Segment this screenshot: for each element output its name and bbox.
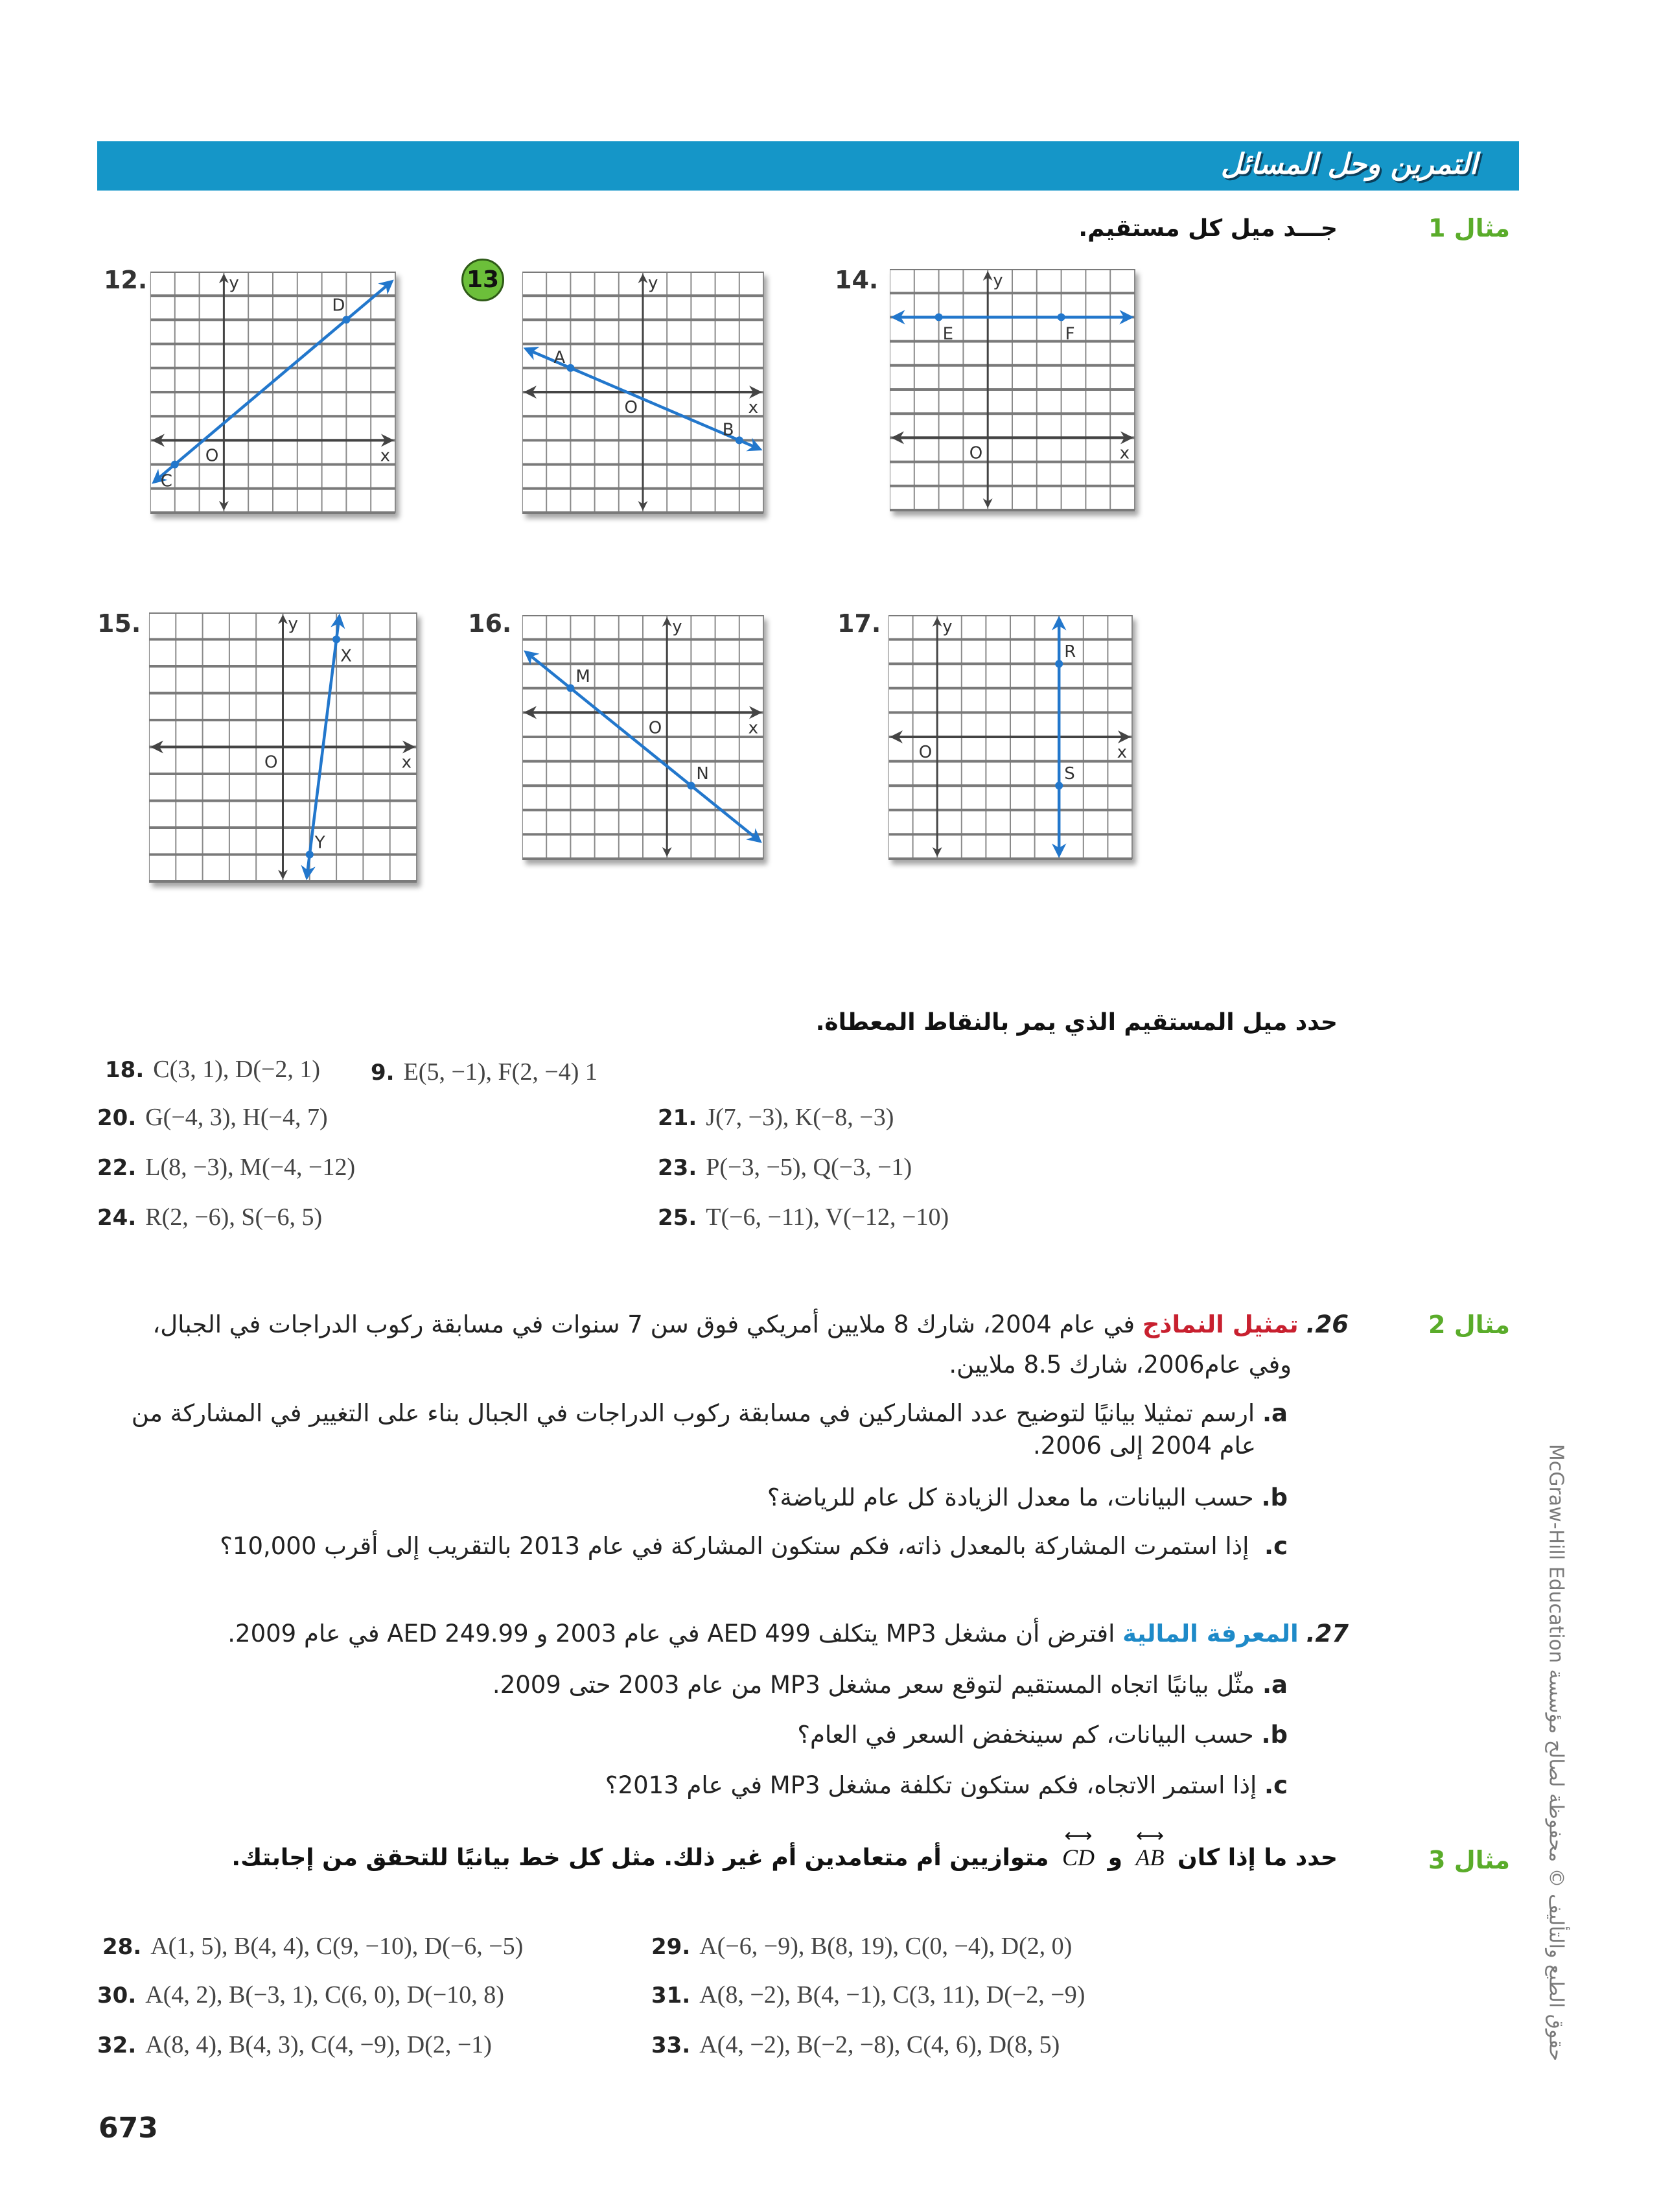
- point-B: [736, 436, 743, 444]
- point-label-F: F: [1065, 324, 1075, 344]
- part-label: a.: [1262, 1399, 1288, 1427]
- problem-number: 27.: [1306, 1620, 1349, 1647]
- graph-12: [150, 272, 400, 518]
- graph-17-number: 17.: [837, 609, 881, 638]
- problem-number: 26.: [1306, 1310, 1349, 1338]
- section-2-instruction: حدد ميل المستقيم الذي يمر بالنقاط المعطاة.: [815, 1009, 1338, 1036]
- y-axis-label: y: [942, 617, 953, 636]
- exercise-number: 9.: [371, 1060, 395, 1086]
- point-label-A: A: [553, 347, 566, 367]
- exercise-31: [651, 1981, 1085, 2009]
- graph-17: [888, 615, 1137, 864]
- exercise-33: [651, 2031, 1060, 2059]
- problem-26-line-2: وفي عام2006، شارك 8.5 ملايين.: [949, 1351, 1292, 1379]
- graph-16: [522, 615, 769, 864]
- problem-27a: [493, 1671, 1288, 1699]
- x-axis-label: x: [1119, 443, 1130, 463]
- exercise-number: 20.: [97, 1105, 137, 1131]
- exercise-number: 23.: [658, 1155, 697, 1181]
- graph-13-number-badge: 13: [461, 259, 504, 301]
- part-label: a.: [1262, 1671, 1288, 1699]
- exercise-number: 32.: [97, 2032, 137, 2058]
- part-label: c.: [1264, 1532, 1288, 1560]
- part-text: إذا استمر الاتجاه، فكم ستكون تكلفة مشغل MP3 في عام 2013؟: [605, 1771, 1257, 1799]
- graph-15: [149, 612, 422, 887]
- exercise-29: [651, 1932, 1072, 1961]
- point-R: [1055, 660, 1063, 668]
- exercise-points: A(4, −2), B(−2, −8), C(4, 6), D(8, 5): [699, 2031, 1060, 2058]
- exercise-20: [97, 1103, 328, 1132]
- exercise-points: A(4, 2), B(−3, 1), C(6, 0), D(−10, 8): [145, 1981, 504, 2008]
- point-D: [342, 316, 350, 323]
- point-label-C: C: [160, 471, 172, 491]
- part-label: c.: [1264, 1771, 1288, 1799]
- point-E: [935, 313, 943, 321]
- part-text: حسب البيانات، كم سينخفض السعر في العام؟: [797, 1721, 1254, 1749]
- point-label-Y: Y: [314, 833, 325, 853]
- point-label-S: S: [1064, 764, 1075, 784]
- exercise-number: 29.: [651, 1934, 691, 1960]
- point-label-R: R: [1064, 642, 1076, 662]
- part-text: مثّل بيانيًا اتجاه المستقيم لتوقع سعر مشغل MP3 من عام 2003 حتى 2009.: [492, 1671, 1255, 1699]
- part-label: b.: [1261, 1484, 1288, 1511]
- point-label-E: E: [942, 324, 954, 344]
- problem-keyword: المعرفة المالية: [1122, 1620, 1299, 1647]
- exercise-number: 21.: [658, 1105, 697, 1131]
- exercise-number: 22.: [97, 1155, 137, 1181]
- point-A: [566, 364, 574, 372]
- exercise-points: L(8, −3), M(−4, −12): [145, 1154, 356, 1181]
- part-text: ارسم تمثيلا بيانيًا لتوضيح عدد المشاركين في مسابقة ركوب الدراجات في الجبال بناء على التغيير في المشاركة من: [131, 1399, 1255, 1427]
- exercise-number: 33.: [651, 2032, 691, 2058]
- problem-keyword: تمثيل النماذج: [1142, 1310, 1299, 1338]
- graph-14: [890, 269, 1140, 515]
- exercise-points: E(5, −1), F(2, −4) 1: [403, 1058, 597, 1086]
- exercise-21: [658, 1103, 894, 1132]
- part-text: حسب البيانات، ما معدل الزيادة كل عام للرياضة؟: [767, 1484, 1254, 1511]
- exercise-points: A(−6, −9), B(8, 19), C(0, −4), D(2, 0): [699, 1933, 1073, 1960]
- point-label-B: B: [722, 420, 734, 440]
- y-axis-label: y: [993, 271, 1003, 290]
- exercise-number: 25.: [658, 1205, 697, 1231]
- line-arrow-icon: ⟷: [1135, 1825, 1164, 1846]
- instruction-text: و: [1108, 1845, 1122, 1871]
- exercise-points: J(7, −3), K(−8, −3): [706, 1104, 894, 1131]
- exercise-number: 18.: [105, 1057, 145, 1083]
- exercise-points: C(3, 1), D(−2, 1): [153, 1056, 321, 1083]
- point-C: [171, 461, 179, 469]
- origin-label: O: [648, 718, 662, 738]
- exercise-24: [97, 1203, 322, 1231]
- problem-27c: [605, 1771, 1288, 1799]
- origin-label: O: [205, 446, 219, 466]
- origin-label: O: [624, 398, 638, 417]
- y-axis-label: y: [648, 274, 658, 293]
- exercise-25: [658, 1203, 949, 1231]
- line-arrow-icon: ⟷: [1064, 1825, 1093, 1846]
- line-cd-label: CD: [1062, 1845, 1095, 1870]
- point-label-M: M: [575, 666, 590, 686]
- point-N: [687, 782, 695, 789]
- example-1-label: مثال 1: [1428, 214, 1510, 242]
- exercise-number: 30.: [97, 1983, 137, 2008]
- exercise-points: T(−6, −11), V(−12, −10): [706, 1204, 949, 1231]
- example-1-instruction: جـــد ميل كل مستقيم.: [1078, 215, 1338, 242]
- problem-27b: [797, 1721, 1288, 1749]
- point-Y: [306, 851, 314, 859]
- exercise-points: R(2, −6), S(−6, 5): [145, 1204, 323, 1231]
- exercise-points: A(8, 4), B(4, 3), C(4, −9), D(2, −1): [145, 2031, 492, 2058]
- copyright-side-text: حقوق الطبع والتأليف © محفوظة لصالح مؤسسة McGraw-Hill Education: [1544, 1443, 1568, 2062]
- line-ab: [1135, 1825, 1165, 1871]
- section-header-bar: [97, 141, 1519, 191]
- graph-16-number: 16.: [468, 609, 512, 638]
- exercise-30: [97, 1981, 504, 2009]
- section-title: التمرين وحل المسائل: [1220, 148, 1478, 181]
- exercise-18: [105, 1055, 320, 1084]
- example-3-instruction: [231, 1825, 1338, 1871]
- line-ab-label: AB: [1135, 1845, 1165, 1870]
- exercise-22: [97, 1153, 355, 1182]
- problem-text: افترض أن مشغل MP3 يتكلف AED 499 في عام 2003 و AED 249.99 في عام 2009.: [227, 1620, 1115, 1647]
- origin-label: O: [969, 443, 983, 463]
- problem-26c: [220, 1532, 1288, 1560]
- problem-26b: [767, 1484, 1288, 1511]
- line-cd: [1062, 1825, 1095, 1871]
- problem-26a-line-2: عام 2004 إلى 2006.: [1032, 1432, 1256, 1460]
- instruction-text: متوازيين أم متعامدين أم غير ذلك. مثل كل خط بيانيًا للتحقق من إجابتك.: [231, 1845, 1049, 1871]
- example-3-label: مثال 3: [1428, 1846, 1510, 1874]
- point-label-D: D: [332, 296, 345, 316]
- origin-label: O: [918, 743, 933, 762]
- graph-13: [522, 272, 769, 518]
- example-2-label: مثال 2: [1428, 1310, 1510, 1339]
- x-axis-label: x: [748, 398, 758, 417]
- exercise-points: P(−3, −5), Q(−3, −1): [706, 1154, 912, 1181]
- x-axis-label: x: [380, 446, 390, 466]
- point-M: [566, 684, 574, 692]
- graph-14-number: 14.: [835, 266, 879, 294]
- graph-15-number: 15.: [97, 609, 141, 638]
- problem-27-line-1: [227, 1620, 1349, 1647]
- origin-label: O: [264, 752, 278, 773]
- part-text: إذا استمرت المشاركة بالمعدل ذاته، فكم ستكون المشاركة في عام 2013 بالتقريب إلى أقرب 10,000؟: [220, 1532, 1249, 1560]
- y-axis-label: y: [672, 617, 682, 636]
- y-axis-label: y: [288, 614, 298, 634]
- exercise-32: [97, 2031, 492, 2059]
- problem-26a: [132, 1399, 1288, 1427]
- instruction-text: حدد ما إذا كان: [1178, 1845, 1338, 1871]
- exercise-points: G(−4, 3), H(−4, 7): [145, 1104, 328, 1131]
- exercise-23: [658, 1153, 912, 1182]
- exercise-28: [102, 1932, 523, 1961]
- exercise-number: 28.: [102, 1934, 142, 1960]
- page-number: 673: [99, 2112, 158, 2145]
- part-label: b.: [1261, 1721, 1288, 1749]
- point-S: [1055, 782, 1063, 789]
- x-axis-label: x: [1117, 743, 1127, 762]
- point-X: [332, 636, 340, 644]
- exercise-number: 24.: [97, 1205, 137, 1231]
- exercise-points: A(1, 5), B(4, 4), C(9, −10), D(−6, −5): [150, 1933, 524, 1960]
- problem-text: في عام 2004، شارك 8 ملايين أمريكي فوق سن 7 سنوات في مسابقة ركوب الدراجات في الجبال،: [152, 1310, 1135, 1338]
- y-axis-label: y: [229, 274, 239, 293]
- graph-12-number: 12.: [104, 266, 148, 294]
- point-label-X: X: [340, 646, 352, 666]
- exercise-points: A(8, −2), B(4, −1), C(3, 11), D(−2, −9): [699, 1981, 1085, 2008]
- x-axis-label: x: [401, 752, 412, 773]
- x-axis-label: x: [748, 718, 758, 738]
- exercise-number: 31.: [651, 1983, 691, 2008]
- exercise-19: [371, 1058, 597, 1086]
- point-label-N: N: [696, 764, 709, 784]
- point-F: [1058, 313, 1065, 321]
- problem-26-line-1: [152, 1310, 1349, 1338]
